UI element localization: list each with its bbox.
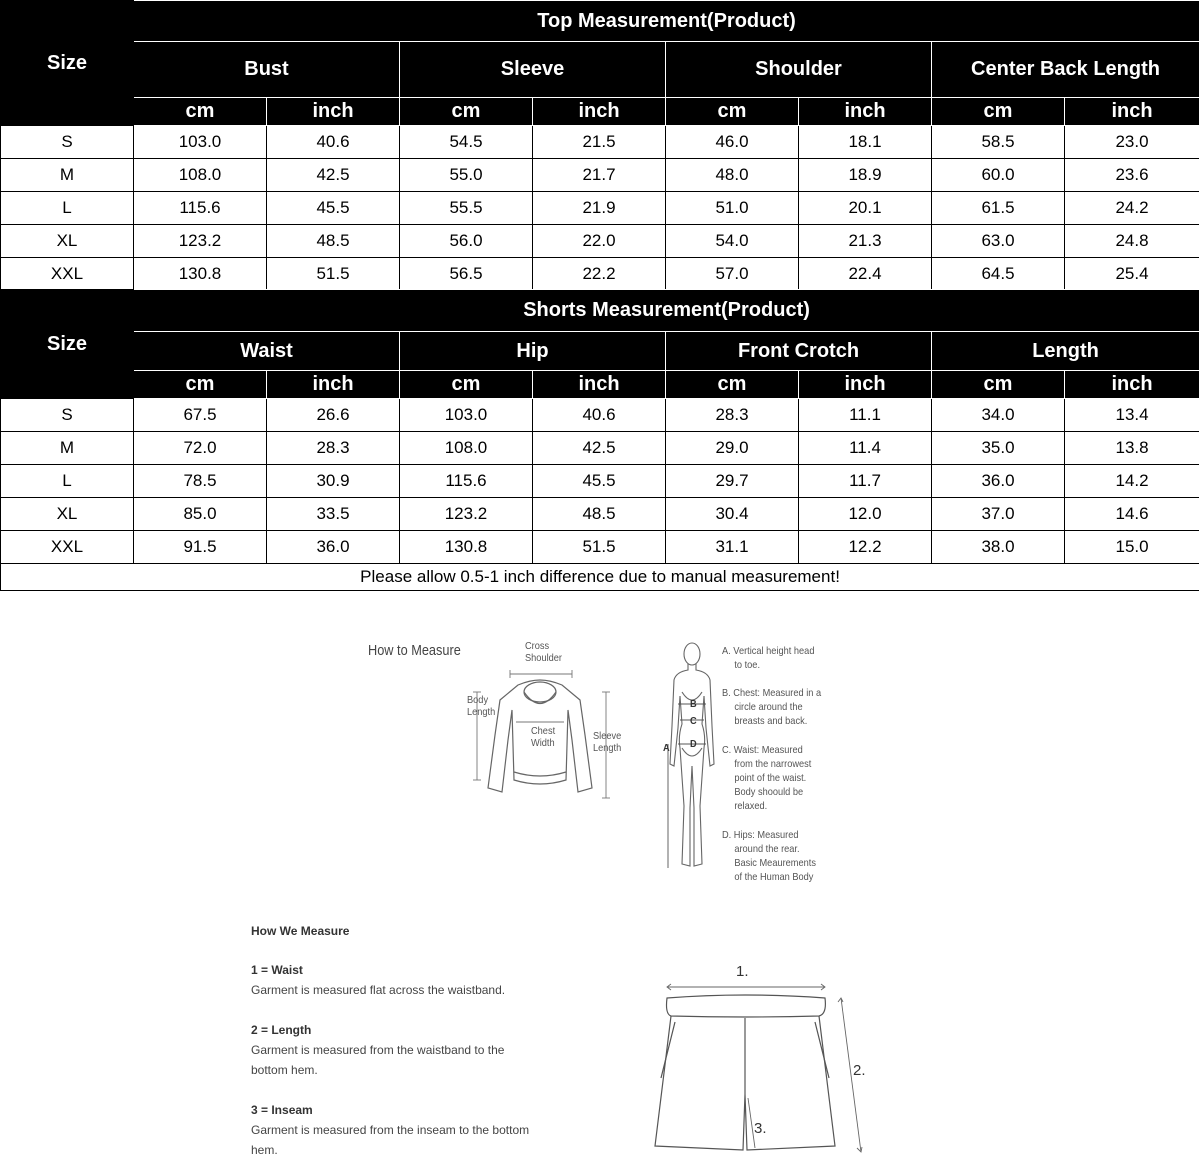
how-we-measure-title: How We Measure bbox=[251, 924, 350, 938]
unit-header: inch bbox=[533, 98, 666, 126]
body-note-a: A. Vertical height head to toe. bbox=[722, 645, 815, 671]
unit-header: inch bbox=[799, 98, 932, 126]
value-cell: 123.2 bbox=[134, 225, 267, 258]
size-header: Size bbox=[1, 290, 134, 399]
value-cell: 85.0 bbox=[134, 498, 267, 531]
top-measurement-table bbox=[0, 0, 1199, 291]
value-cell: 72.0 bbox=[134, 432, 267, 465]
value-cell: 18.1 bbox=[799, 126, 932, 159]
value-cell: 14.6 bbox=[1065, 498, 1199, 531]
cross-shoulder-label: Cross Shoulder bbox=[525, 640, 562, 664]
value-cell: 108.0 bbox=[400, 432, 533, 465]
table-row bbox=[1, 465, 1199, 498]
value-cell: 12.2 bbox=[799, 531, 932, 564]
value-cell: 91.5 bbox=[134, 531, 267, 564]
diagram-label-two: 2. bbox=[853, 1062, 866, 1079]
group-header: Waist bbox=[134, 332, 400, 371]
value-cell: 26.6 bbox=[267, 399, 400, 432]
value-cell: 28.3 bbox=[267, 432, 400, 465]
value-cell: 35.0 bbox=[932, 432, 1065, 465]
unit-header: cm bbox=[134, 371, 267, 399]
waist-heading: 1 = Waist bbox=[251, 963, 303, 977]
marker-a: A bbox=[663, 742, 670, 754]
marker-d: D bbox=[690, 738, 697, 750]
value-cell: 13.4 bbox=[1065, 399, 1199, 432]
unit-header: inch bbox=[1065, 371, 1199, 399]
body-length-label: Body Length bbox=[467, 694, 496, 718]
value-cell: 29.0 bbox=[666, 432, 799, 465]
value-cell: 60.0 bbox=[932, 159, 1065, 192]
value-cell: 22.4 bbox=[799, 258, 932, 291]
unit-header: cm bbox=[400, 98, 533, 126]
value-cell: 34.0 bbox=[932, 399, 1065, 432]
value-cell: 56.5 bbox=[400, 258, 533, 291]
value-cell: 29.7 bbox=[666, 465, 799, 498]
table-row bbox=[1, 432, 1199, 465]
value-cell: 25.4 bbox=[1065, 258, 1199, 291]
value-cell: 42.5 bbox=[267, 159, 400, 192]
value-cell: 30.4 bbox=[666, 498, 799, 531]
value-cell: 15.0 bbox=[1065, 531, 1199, 564]
value-cell: 22.0 bbox=[533, 225, 666, 258]
unit-header: cm bbox=[666, 371, 799, 399]
value-cell: 36.0 bbox=[932, 465, 1065, 498]
value-cell: 56.0 bbox=[400, 225, 533, 258]
size-cell: S bbox=[1, 399, 134, 432]
value-cell: 14.2 bbox=[1065, 465, 1199, 498]
group-header: Front Crotch bbox=[666, 332, 932, 371]
value-cell: 13.8 bbox=[1065, 432, 1199, 465]
how-to-measure-title: How to Measure bbox=[368, 642, 461, 659]
diagram-label-three: 3. bbox=[754, 1120, 767, 1137]
table-row bbox=[1, 192, 1199, 225]
unit-header: cm bbox=[666, 98, 799, 126]
value-cell: 64.5 bbox=[932, 258, 1065, 291]
diagram-label-one: 1. bbox=[736, 963, 749, 980]
size-cell: XXL bbox=[1, 258, 134, 291]
value-cell: 42.5 bbox=[533, 432, 666, 465]
table-row bbox=[1, 498, 1199, 531]
value-cell: 51.5 bbox=[267, 258, 400, 291]
table-row bbox=[1, 258, 1199, 291]
value-cell: 33.5 bbox=[267, 498, 400, 531]
value-cell: 40.6 bbox=[267, 126, 400, 159]
size-cell: S bbox=[1, 126, 134, 159]
value-cell: 103.0 bbox=[134, 126, 267, 159]
size-cell: XL bbox=[1, 498, 134, 531]
group-header: Hip bbox=[400, 332, 666, 371]
value-cell: 38.0 bbox=[932, 531, 1065, 564]
unit-header: inch bbox=[1065, 98, 1199, 126]
value-cell: 21.3 bbox=[799, 225, 932, 258]
value-cell: 54.0 bbox=[666, 225, 799, 258]
table-row bbox=[1, 399, 1199, 432]
table-row bbox=[1, 531, 1199, 564]
value-cell: 103.0 bbox=[400, 399, 533, 432]
marker-c: C bbox=[690, 715, 697, 727]
length-heading: 2 = Length bbox=[251, 1023, 312, 1037]
value-cell: 12.0 bbox=[799, 498, 932, 531]
inseam-heading: 3 = Inseam bbox=[251, 1103, 313, 1117]
value-cell: 123.2 bbox=[400, 498, 533, 531]
shorts-measurement-table bbox=[0, 289, 1199, 591]
unit-header: inch bbox=[267, 98, 400, 126]
value-cell: 23.0 bbox=[1065, 126, 1199, 159]
marker-b: B bbox=[690, 698, 697, 710]
value-cell: 11.7 bbox=[799, 465, 932, 498]
value-cell: 23.6 bbox=[1065, 159, 1199, 192]
value-cell: 51.0 bbox=[666, 192, 799, 225]
value-cell: 22.2 bbox=[533, 258, 666, 291]
waist-text: Garment is measured flat across the waistband. bbox=[251, 983, 506, 997]
body-note-d: D. Hips: Measured around the rear. Basic Meaurements of the Human Body bbox=[722, 829, 816, 883]
value-cell: 130.8 bbox=[134, 258, 267, 291]
value-cell: 108.0 bbox=[134, 159, 267, 192]
table-row bbox=[1, 159, 1199, 192]
value-cell: 11.4 bbox=[799, 432, 932, 465]
unit-header: cm bbox=[932, 371, 1065, 399]
value-cell: 115.6 bbox=[134, 192, 267, 225]
inseam-text: Garment is measured from the inseam to the bottom hem. bbox=[251, 1123, 530, 1157]
value-cell: 45.5 bbox=[533, 465, 666, 498]
group-header: Bust bbox=[134, 42, 400, 98]
value-cell: 28.3 bbox=[666, 399, 799, 432]
unit-header: inch bbox=[533, 371, 666, 399]
value-cell: 115.6 bbox=[400, 465, 533, 498]
value-cell: 31.1 bbox=[666, 531, 799, 564]
value-cell: 46.0 bbox=[666, 126, 799, 159]
value-cell: 51.5 bbox=[533, 531, 666, 564]
table-title: Top Measurement(Product) bbox=[134, 1, 1199, 42]
table-row bbox=[1, 225, 1199, 258]
human-body-diagram-icon bbox=[660, 636, 730, 876]
value-cell: 57.0 bbox=[666, 258, 799, 291]
group-header: Length bbox=[932, 332, 1199, 371]
value-cell: 67.5 bbox=[134, 399, 267, 432]
unit-header: cm bbox=[400, 371, 533, 399]
group-header: Center Back Length bbox=[932, 42, 1199, 98]
size-cell: L bbox=[1, 192, 134, 225]
measurement-note: Please allow 0.5-1 inch difference due to manual measurement! bbox=[1, 564, 1199, 591]
size-cell: M bbox=[1, 159, 134, 192]
value-cell: 36.0 bbox=[267, 531, 400, 564]
value-cell: 54.5 bbox=[400, 126, 533, 159]
unit-header: cm bbox=[134, 98, 267, 126]
body-note-c: C. Waist: Measured from the narrowest point of the waist. Body shoould be relaxed. bbox=[722, 744, 812, 812]
value-cell: 40.6 bbox=[533, 399, 666, 432]
sleeve-length-label: Sleeve Length bbox=[593, 730, 622, 754]
value-cell: 48.5 bbox=[267, 225, 400, 258]
value-cell: 130.8 bbox=[400, 531, 533, 564]
value-cell: 48.5 bbox=[533, 498, 666, 531]
value-cell: 58.5 bbox=[932, 126, 1065, 159]
value-cell: 48.0 bbox=[666, 159, 799, 192]
value-cell: 55.0 bbox=[400, 159, 533, 192]
size-cell: M bbox=[1, 432, 134, 465]
group-header: Shoulder bbox=[666, 42, 932, 98]
value-cell: 24.2 bbox=[1065, 192, 1199, 225]
value-cell: 63.0 bbox=[932, 225, 1065, 258]
unit-header: inch bbox=[799, 371, 932, 399]
group-header: Sleeve bbox=[400, 42, 666, 98]
table-row bbox=[1, 126, 1199, 159]
unit-header: cm bbox=[932, 98, 1065, 126]
body-note-b: B. Chest: Measured in a circle around the breasts and back. bbox=[722, 687, 822, 727]
size-cell: XL bbox=[1, 225, 134, 258]
value-cell: 30.9 bbox=[267, 465, 400, 498]
value-cell: 21.7 bbox=[533, 159, 666, 192]
size-cell: XXL bbox=[1, 531, 134, 564]
value-cell: 78.5 bbox=[134, 465, 267, 498]
value-cell: 21.5 bbox=[533, 126, 666, 159]
value-cell: 21.9 bbox=[533, 192, 666, 225]
value-cell: 37.0 bbox=[932, 498, 1065, 531]
value-cell: 11.1 bbox=[799, 399, 932, 432]
value-cell: 20.1 bbox=[799, 192, 932, 225]
value-cell: 61.5 bbox=[932, 192, 1065, 225]
value-cell: 45.5 bbox=[267, 192, 400, 225]
value-cell: 55.5 bbox=[400, 192, 533, 225]
value-cell: 24.8 bbox=[1065, 225, 1199, 258]
value-cell: 18.9 bbox=[799, 159, 932, 192]
size-cell: L bbox=[1, 465, 134, 498]
unit-header: inch bbox=[267, 371, 400, 399]
table-title: Shorts Measurement(Product) bbox=[134, 290, 1199, 332]
size-header: Size bbox=[1, 1, 134, 126]
chest-width-label: Chest Width bbox=[531, 725, 556, 749]
length-text: Garment is measured from the waistband to the bottom hem. bbox=[251, 1043, 505, 1077]
